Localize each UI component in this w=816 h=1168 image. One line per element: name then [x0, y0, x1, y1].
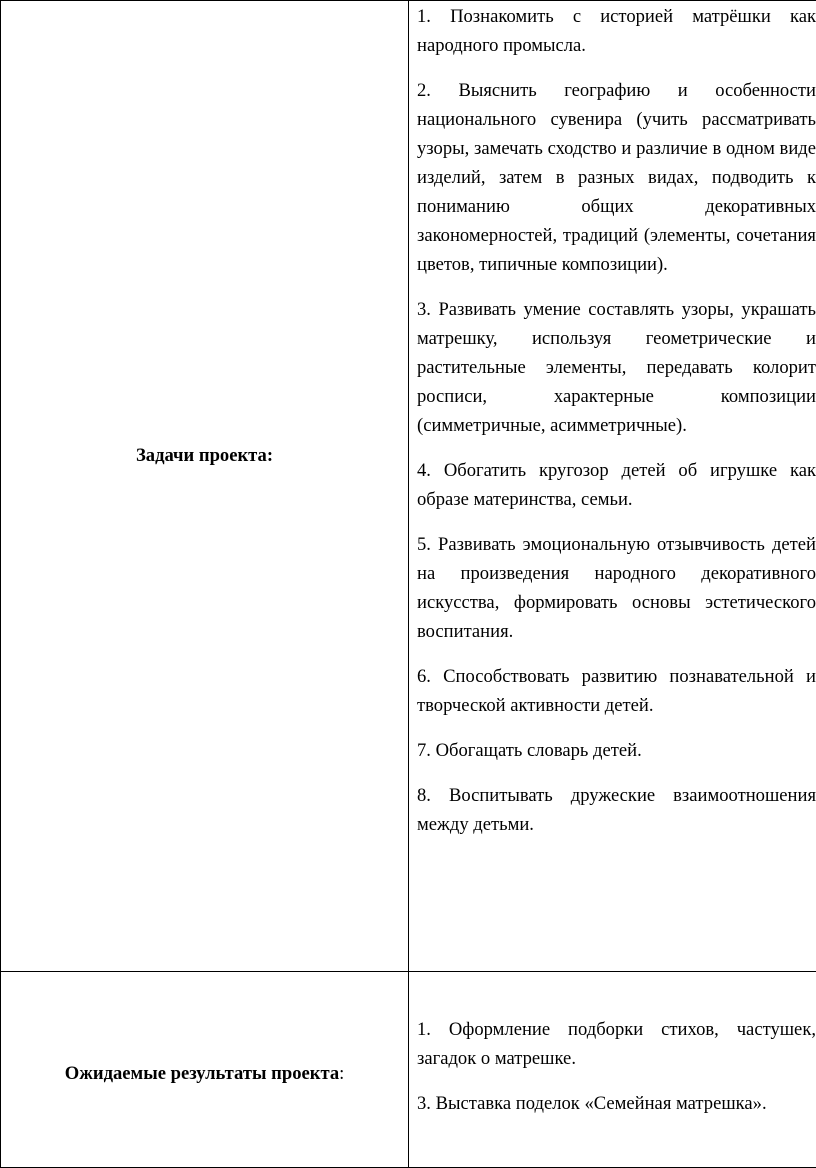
task-item-3: 3. Развивать умение составлять узоры, украшать матрешку, используя геометрические и растительные элементы, передавать колорит росписи, характерные композиции (симметричные, асимметричные). — [417, 295, 816, 440]
table-row-tasks — [1, 1, 816, 972]
task-item-1: 1. Познакомить с историей матрёшки как народного промысла. — [417, 2, 816, 60]
tasks-list — [417, 1, 816, 839]
results-list — [417, 972, 816, 1118]
result-item-2: 3. Выставка поделок «Семейная матрешка». — [417, 1089, 816, 1118]
results-content-cell — [409, 972, 816, 1168]
task-item-6: 6. Способствовать развитию познавательной и творческой активности детей. — [417, 662, 816, 720]
task-item-7: 7. Обогащать словарь детей. — [417, 736, 816, 765]
tasks-label — [1, 441, 408, 470]
task-item-8: 8. Воспитывать дружеские взаимоотношения между детьми. — [417, 781, 816, 839]
tasks-label-text: Задачи проекта: — [136, 445, 273, 466]
tasks-label-cell — [1, 1, 409, 972]
results-label-text: Ожидаемые результаты проекта — [65, 1063, 339, 1084]
task-item-2: 2. Выяснить географию и особенности национального сувенира (учить рассматривать узоры, замечать сходство и различие в одном виде изделий, затем в разных видах, подводить к пониманию общих декоративных закономерностей, традиций (элементы, сочетания цветов, типичные композиции). — [417, 76, 816, 279]
results-label — [1, 1059, 408, 1088]
task-item-4: 4. Обогатить кругозор детей об игрушке как образе материнства, семьи. — [417, 456, 816, 514]
task-item-5: 5. Развивать эмоциональную отзывчивость детей на произведения народного декоративного искусства, формировать основы эстетического воспитания. — [417, 530, 816, 646]
table-row-results — [1, 972, 816, 1168]
results-label-cell — [1, 972, 409, 1168]
tasks-content-cell — [409, 1, 816, 972]
results-label-suffix: : — [339, 1063, 344, 1084]
result-item-1: 1. Оформление подборки стихов, частушек, загадок о матрешке. — [417, 1015, 816, 1073]
